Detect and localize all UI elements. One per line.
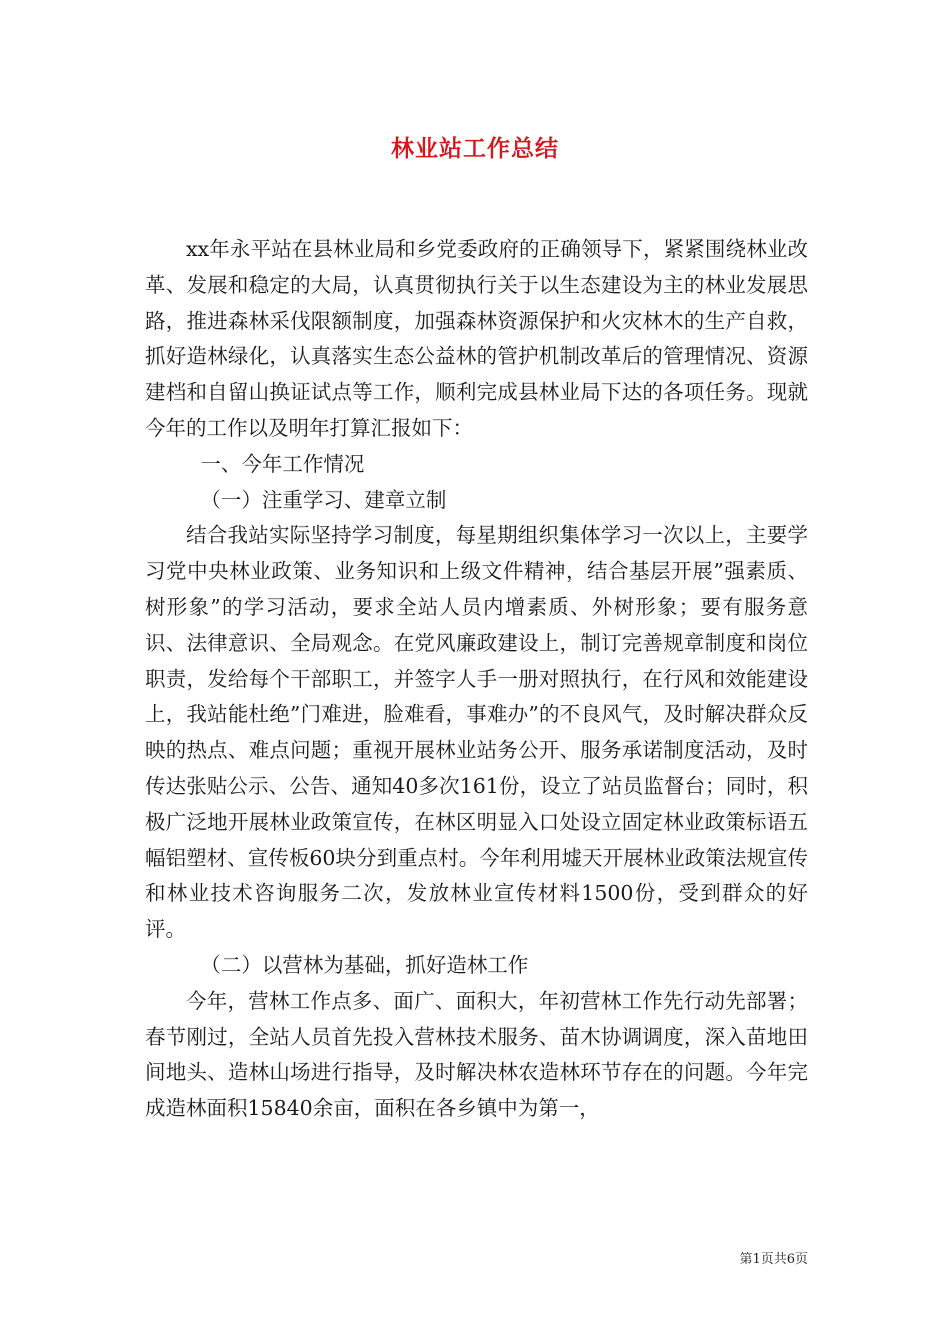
page-number: 第1页共6页 — [739, 1252, 808, 1267]
section-heading: 一、今年工作情况 — [200, 451, 365, 476]
subsection-paragraph: 结合我站实际坚持学习制度，每星期组织集体学习一次以上，主要学习党中央林业政策、业务知识和上级文件精神，结合基层开展”强素质、树形象”的学习活动，要求全站人员内增素质、外树形象；要有服务意识、法律意识、全局观念。在党风廉政建设上，制订完善规章制度和岗位职责，发给每个干部职工，并签字人手一册对照执行，在行风和效能建设上，我站能杜绝”门难进，脸难看，事难办”的不良风气，及时解决群众反映的热点、难点问题；重视开展林业站务公开、服务承诺制度活动，及时传达张贴公示、公告、通知40多次161份，设立了站员监督台；同时，积极广泛地开展林业政策宣传，在林区明显入口处设立固定林业政策标语五幅铝塑材、宣传板60块分到重点村。今年利用墟天开展林业政策法规宣传和林业技术咨询服务二次，发放林业宣传材料1500份，受到群众的好评。 — [145, 523, 808, 942]
subsection-heading: （一）注重学习、建章立制 — [200, 487, 447, 512]
subsection-paragraph: 今年，营林工作点多、面广、面积大，年初营林工作先行动先部署；春节刚过，全站人员首先投入营林技术服务、苗木协调调度，深入苗地田间地头、造林山场进行指导，及时解决林农造林环节存在的问题。今年完成造林面积15840余亩，面积在各乡镇中为第一， — [145, 988, 808, 1121]
intro-paragraph: xx年永平站在县林业局和乡党委政府的正确领导下，紧紧围绕林业改革、发展和稳定的大局，认真贯彻执行关于以生态建设为主的林业发展思路，推进森林采伐限额制度，加强森林资源保护和火灾林木的生产自救，抓好造林绿化，认真落实生态公益林的管护机制改革后的管理情况、资源建档和自留山换证试点等工作，顺利完成县林业局下达的各项任务。现就今年的工作以及明年打算汇报如下： — [145, 237, 808, 440]
subsection-heading: （二）以营林为基础，抓好造林工作 — [200, 952, 529, 977]
document-title: 林业站工作总结 — [391, 135, 559, 162]
document-body — [145, 232, 808, 1127]
